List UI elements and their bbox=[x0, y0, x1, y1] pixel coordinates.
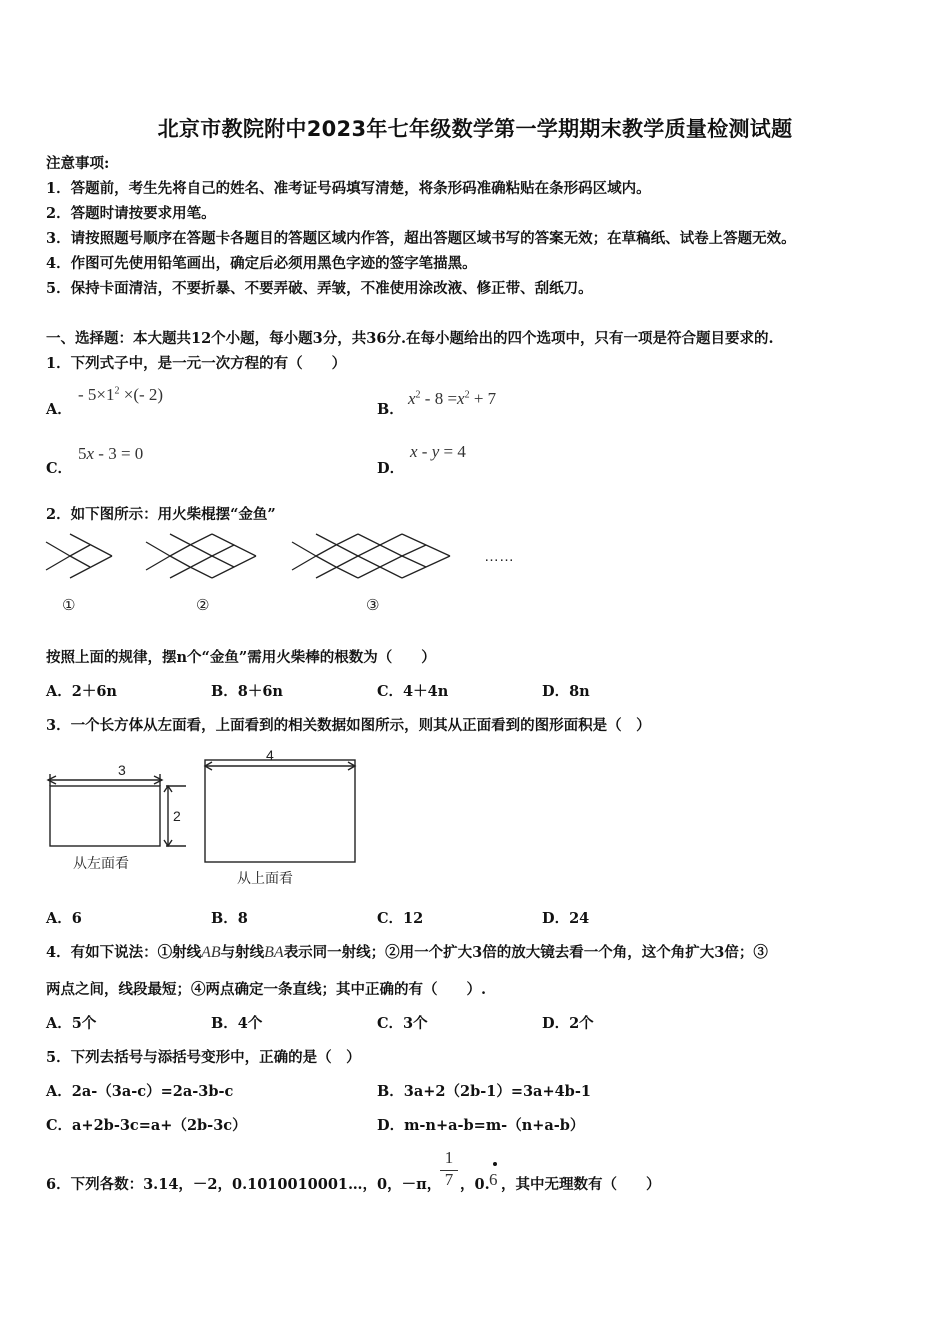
notice-heading: 注意事项: bbox=[46, 155, 110, 172]
q1-stem: 1．下列式子中，是一元一次方程的有（ ） bbox=[46, 355, 347, 372]
matchstick-fish-figure bbox=[40, 528, 540, 618]
q2-option-a: A．2＋6n bbox=[46, 683, 117, 700]
q6-decimal-prefix: ，0. bbox=[460, 1176, 490, 1193]
q4-line-2: 两点之间，线段最短；④两点确定一条直线；其中正确的有（ ）. bbox=[46, 981, 487, 998]
notice-item-4: 4．作图可先使用铅笔画出，确定后必须用黑色字迹的签字笔描黑。 bbox=[46, 255, 477, 272]
q1-option-b-expr: $x^2 - 8 =x^2 + 7$ bbox=[408, 389, 497, 408]
q5-option-b: B．3a+2（2b-1）=3a+4b-1 bbox=[377, 1083, 591, 1100]
top-view-width-label: 4 bbox=[266, 747, 274, 763]
q2-stem: 2．如下图所示：用火柴棍摆“金鱼” bbox=[46, 506, 276, 523]
notice-item-2: 2．答题时请按要求用笔。 bbox=[46, 205, 216, 222]
left-view-caption: 从左面看 bbox=[73, 855, 129, 871]
fish-3-drawing bbox=[292, 534, 450, 578]
q1-option-d-label: D． bbox=[377, 460, 405, 477]
q1-option-d-expr: x - y = 4 bbox=[410, 442, 466, 461]
q6-fraction-numerator: 1 bbox=[444, 1148, 454, 1167]
q2-option-b: B．8＋6n bbox=[211, 683, 283, 700]
q3-option-b: B．8 bbox=[211, 910, 248, 927]
q4-option-d: D．2个 bbox=[542, 1015, 594, 1032]
q3-option-d: D．24 bbox=[542, 910, 590, 927]
left-view-drawing bbox=[48, 774, 186, 846]
page-title: 北京市教院附中2023年七年级数学第一学期期末教学质量检测试题 bbox=[157, 117, 793, 141]
notice-item-1: 1．答题前，考生先将自己的姓名、准考证号码填写清楚，将条形码准确粘贴在条形码区域内。 bbox=[46, 180, 651, 197]
q5-option-a: A．2a-（3a-c）=2a-3b-c bbox=[46, 1083, 234, 1100]
q4-line-1: 4．有如下说法：①射线AB与射线BA表示同一射线；②用一个扩大3倍的放大镜去看一个角，这个角扩大3倍；③ bbox=[46, 944, 768, 961]
fish-label-1: ① bbox=[62, 597, 76, 614]
q4-option-b: B．4个 bbox=[211, 1015, 263, 1032]
fish-2-drawing bbox=[146, 534, 256, 578]
q3-option-a: A．6 bbox=[46, 910, 82, 927]
q1-option-b-label: B． bbox=[377, 401, 404, 418]
q5-stem: 5．下列去括号与添括号变形中，正确的是（ ） bbox=[46, 1049, 361, 1066]
q6-suffix: ，其中无理数有（ ） bbox=[501, 1176, 661, 1193]
q6-repeating-digit: 6 bbox=[489, 1170, 498, 1189]
q4-option-a: A．5个 bbox=[46, 1015, 97, 1032]
q1-option-a-expr: - $5\times 1^2$ ×(- 2) bbox=[78, 385, 164, 404]
q2-option-c: C．4＋4n bbox=[377, 683, 449, 700]
q4-option-c: C．3个 bbox=[377, 1015, 428, 1032]
q1-option-a-label: A． bbox=[46, 401, 72, 418]
fish-ellipsis: …… bbox=[484, 548, 514, 565]
q1-option-c-label: C． bbox=[46, 460, 73, 477]
left-view-width-label: 3 bbox=[118, 762, 126, 778]
fish-label-3: ③ bbox=[366, 597, 380, 614]
q5-option-c: C．a+2b-3c=a+（2b-3c） bbox=[46, 1117, 247, 1134]
fish-1-drawing bbox=[46, 534, 112, 578]
q1-option-c-expr: 5x - 3 = 0 bbox=[78, 444, 144, 463]
cuboid-views-figure bbox=[40, 742, 370, 892]
q6-repeat-dot bbox=[493, 1162, 497, 1166]
q3-stem: 3．一个长方体从左面看，上面看到的相关数据如图所示，则其从正面看到的图形面积是（ ） bbox=[46, 717, 651, 734]
q6-prefix: 6．下列各数：3.14，－2，0.1010010001…，0，－π， bbox=[46, 1176, 442, 1193]
q2-option-d: D．8n bbox=[542, 683, 590, 700]
top-view-caption: 从上面看 bbox=[237, 870, 293, 886]
notice-item-3: 3．请按照题号顺序在答题卡各题目的答题区域内作答，超出答题区域书写的答案无效；在草稿纸、试卷上答题无效。 bbox=[46, 230, 796, 247]
q6-fraction-denominator: 7 bbox=[444, 1170, 454, 1189]
section-heading: 一、选择题：本大题共12个小题，每小题3分，共36分.在每小题给出的四个选项中，只有一项是符合题目要求的. bbox=[46, 330, 774, 347]
q2-question: 按照上面的规律，摆n个“金鱼”需用火柴棒的根数为（ ） bbox=[46, 649, 436, 666]
top-view-drawing bbox=[205, 760, 355, 862]
q3-option-c: C．12 bbox=[377, 910, 424, 927]
notice-item-5: 5．保持卡面清洁，不要折暴、不要弄破、弄皱，不准使用涂改液、修正带、刮纸刀。 bbox=[46, 280, 593, 297]
fish-label-2: ② bbox=[196, 597, 210, 614]
left-view-height-label: 2 bbox=[173, 808, 181, 824]
q5-option-d: D．m-n+a-b=m-（n+a-b） bbox=[377, 1117, 585, 1134]
